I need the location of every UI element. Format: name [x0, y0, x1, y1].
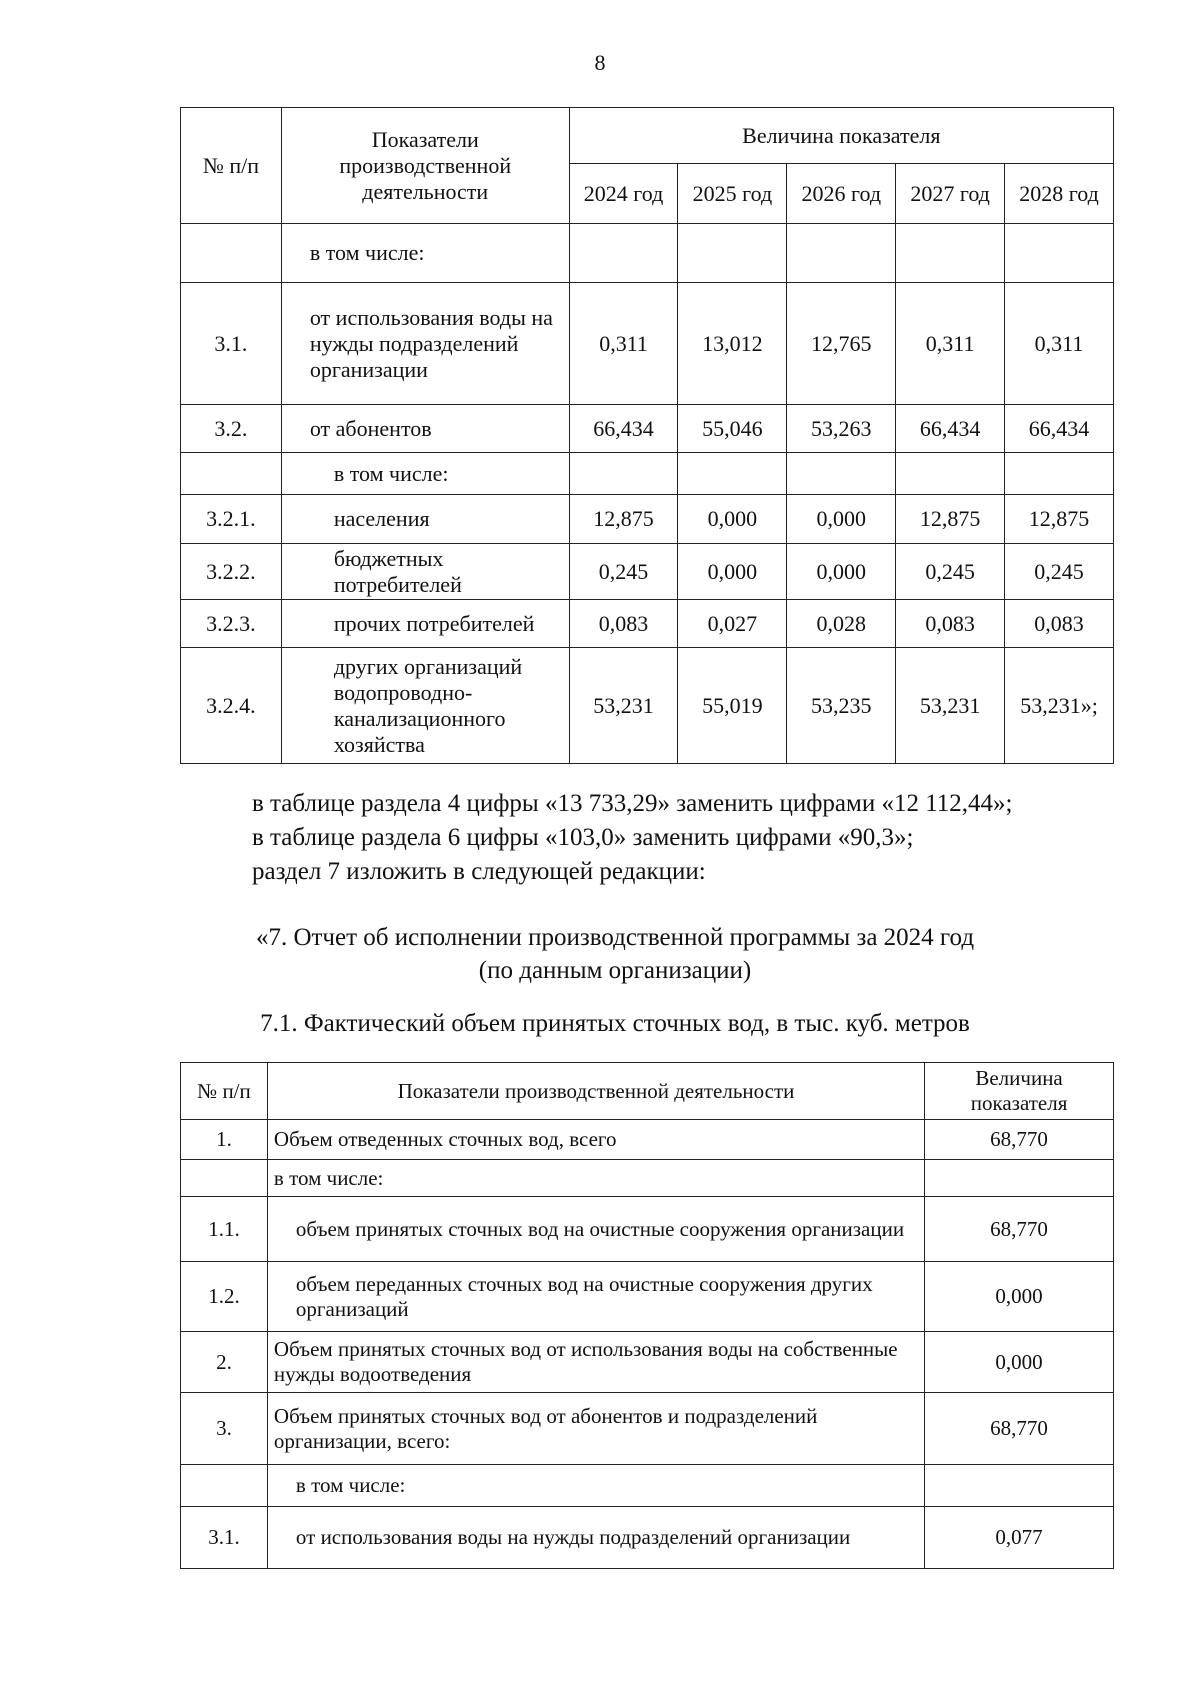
- row-num: 3.2.1.: [181, 495, 282, 544]
- row-value: [787, 224, 896, 283]
- row-value: 0,083: [1005, 600, 1114, 648]
- row-value: 0,000: [678, 495, 787, 544]
- table-row: [181, 1262, 1114, 1332]
- row-label: в том числе:: [281, 224, 569, 283]
- header-value-group: Величина показателя: [569, 108, 1113, 164]
- header-year-2026: 2026 год: [787, 164, 896, 224]
- row-value: [896, 453, 1005, 495]
- row-num: 1.1.: [181, 1197, 268, 1262]
- row-value: [1005, 224, 1114, 283]
- row-value: 0,311: [569, 283, 678, 405]
- header-indicator: Показатели производственной деятельности: [281, 108, 569, 224]
- row-value: [569, 224, 678, 283]
- row-value: 0,000: [925, 1332, 1114, 1393]
- row-num: 3.2.4.: [181, 648, 282, 764]
- row-label: в том числе:: [281, 453, 569, 495]
- row-num: 3.1.: [181, 283, 282, 405]
- table-row: [181, 648, 1114, 764]
- row-label: от использования воды на нужды подразделений организации: [281, 283, 569, 405]
- row-num: 3.2.3.: [181, 600, 282, 648]
- row-value: 0,083: [569, 600, 678, 648]
- row-label: других организаций водопроводно-канализационного хозяйства: [281, 648, 569, 764]
- row-label: Объем принятых сточных вод от абонентов и подразделений организации, всего:: [267, 1393, 924, 1465]
- row-label: бюджетных потребителей: [281, 544, 569, 600]
- row-num: [181, 1160, 268, 1197]
- row-value: 0,245: [1005, 544, 1114, 600]
- row-value: 68,770: [925, 1197, 1114, 1262]
- row-value: 66,434: [1005, 405, 1114, 453]
- row-value: 0,000: [678, 544, 787, 600]
- row-value: [678, 453, 787, 495]
- header-year-2024: 2024 год: [569, 164, 678, 224]
- row-value: 0,000: [925, 1262, 1114, 1332]
- row-value: 53,235: [787, 648, 896, 764]
- table-row: [181, 283, 1114, 405]
- row-label: в том числе:: [267, 1160, 924, 1197]
- row-label: Объем принятых сточных вод от использования воды на собственные нужды водоотведения: [267, 1332, 924, 1393]
- row-value: 0,000: [787, 544, 896, 600]
- row-value: 0,245: [896, 544, 1005, 600]
- table-row: [181, 495, 1114, 544]
- row-value: 0,311: [896, 283, 1005, 405]
- row-value: 0,000: [787, 495, 896, 544]
- row-value: 0,245: [569, 544, 678, 600]
- row-label: в том числе:: [267, 1465, 924, 1507]
- row-value: 55,019: [678, 648, 787, 764]
- row-value: 53,231»;: [1005, 648, 1114, 764]
- row-label: от использования воды на нужды подразделений организации: [267, 1507, 924, 1569]
- row-value: [1005, 453, 1114, 495]
- row-value: 0,027: [678, 600, 787, 648]
- row-value: 13,012: [678, 283, 787, 405]
- subsection-title: 7.1. Фактический объем принятых сточных вод, в тыс. куб. метров: [260, 1010, 970, 1037]
- row-label: от абонентов: [281, 405, 569, 453]
- header-year-2027: 2027 год: [896, 164, 1005, 224]
- row-value: 12,875: [896, 495, 1005, 544]
- row-label: объем переданных сточных вод на очистные сооружения других организаций: [267, 1262, 924, 1332]
- paragraph-section6: в таблице раздела 6 цифры «103,0» заменить цифрами «90,3»;: [252, 824, 914, 851]
- table-row: [181, 405, 1114, 453]
- row-value: [569, 453, 678, 495]
- row-value: 66,434: [569, 405, 678, 453]
- row-num: 3.2.: [181, 405, 282, 453]
- row-num: [181, 1465, 268, 1507]
- header-year-2025: 2025 год: [678, 164, 787, 224]
- row-value: 53,263: [787, 405, 896, 453]
- section-title-line2: (по данным организации): [478, 957, 752, 984]
- page-number: 8: [594, 50, 606, 75]
- production-indicators-table: [180, 107, 1114, 764]
- header-num: № п/п: [181, 1063, 268, 1120]
- row-value: 0,077: [925, 1507, 1114, 1569]
- row-label: объем принятых сточных вод на очистные сооружения организации: [267, 1197, 924, 1262]
- row-value: 53,231: [896, 648, 1005, 764]
- row-num: 3.1.: [181, 1507, 268, 1569]
- row-value: 12,875: [1005, 495, 1114, 544]
- row-value: 12,875: [569, 495, 678, 544]
- table-row: [181, 1160, 1114, 1197]
- table-row: [181, 600, 1114, 648]
- section-title-line1: «7. Отчет об исполнении производственной программы за 2024 год: [255, 924, 975, 951]
- table-row: [181, 1120, 1114, 1160]
- wastewater-volume-table: [180, 1062, 1114, 1569]
- row-label: прочих потребителей: [281, 600, 569, 648]
- row-label: населения: [281, 495, 569, 544]
- row-value: 53,231: [569, 648, 678, 764]
- table-row: [181, 1507, 1114, 1569]
- row-value: 55,046: [678, 405, 787, 453]
- table-row: [181, 1465, 1114, 1507]
- header-indicator: Показатели производственной деятельности: [267, 1063, 924, 1120]
- row-value: [925, 1465, 1114, 1507]
- row-value: 0,083: [896, 600, 1005, 648]
- table-row: [181, 224, 1114, 283]
- row-value: 66,434: [896, 405, 1005, 453]
- row-value: [678, 224, 787, 283]
- header-num: № п/п: [181, 108, 282, 224]
- row-value: [896, 224, 1005, 283]
- row-num: 3.: [181, 1393, 268, 1465]
- row-value: 68,770: [925, 1120, 1114, 1160]
- header-value: Величина показателя: [925, 1063, 1114, 1120]
- row-value: 12,765: [787, 283, 896, 405]
- table-row: [181, 544, 1114, 600]
- row-value: [925, 1160, 1114, 1197]
- row-num: [181, 453, 282, 495]
- row-num: 1.2.: [181, 1262, 268, 1332]
- row-num: 3.2.2.: [181, 544, 282, 600]
- table-row: [181, 1197, 1114, 1262]
- row-num: 2.: [181, 1332, 268, 1393]
- row-value: 0,311: [1005, 283, 1114, 405]
- header-year-2028: 2028 год: [1005, 164, 1114, 224]
- row-value: 0,028: [787, 600, 896, 648]
- row-num: 1.: [181, 1120, 268, 1160]
- paragraph-section7: раздел 7 изложить в следующей редакции:: [252, 858, 706, 885]
- table-row: [181, 1332, 1114, 1393]
- row-label: Объем отведенных сточных вод, всего: [267, 1120, 924, 1160]
- table-row: [181, 1393, 1114, 1465]
- row-value: [787, 453, 896, 495]
- paragraph-section4: в таблице раздела 4 цифры «13 733,29» заменить цифрами «12 112,44»;: [252, 790, 1013, 817]
- table-row: [181, 453, 1114, 495]
- row-value: 68,770: [925, 1393, 1114, 1465]
- row-num: [181, 224, 282, 283]
